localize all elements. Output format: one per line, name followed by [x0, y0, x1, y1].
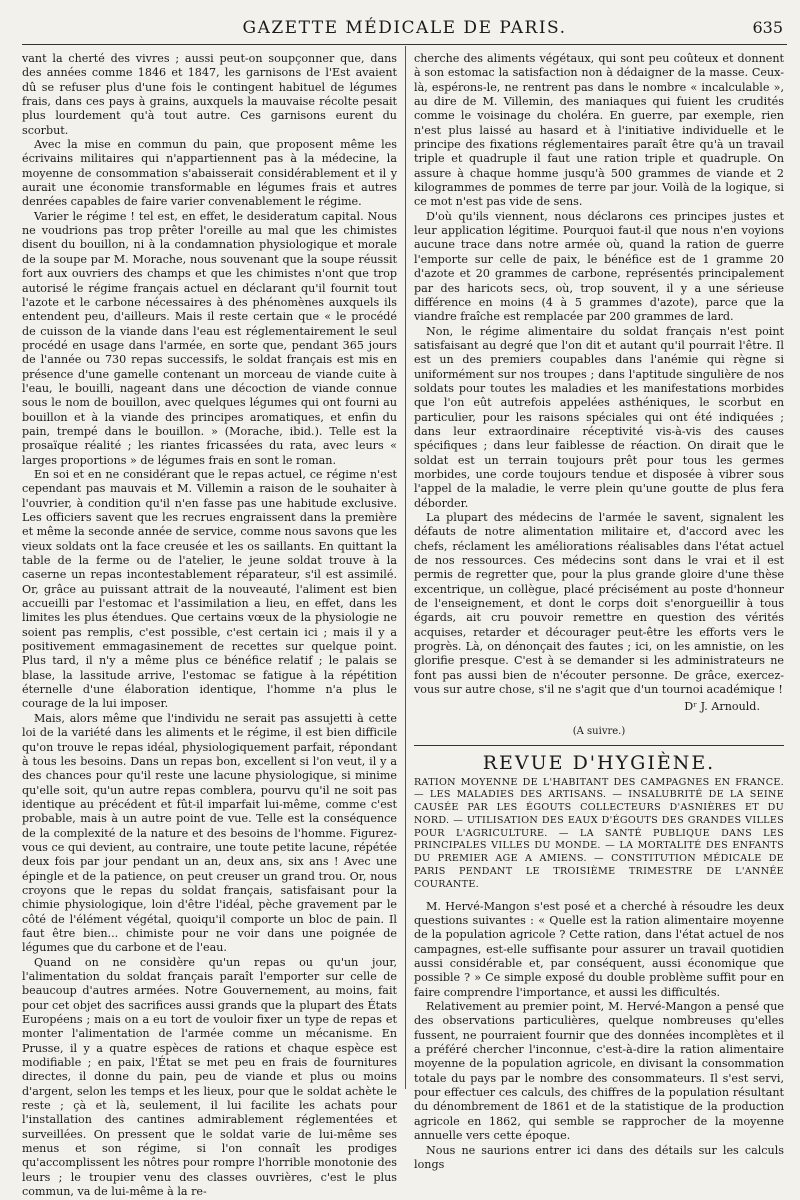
paragraph: Quand on ne considère qu'un repas ou qu'un jour, l'alimentation du soldat français paraît l'emporter sur celle de beaucoup d'autres armées. Notre Gouvernement, au moins, fait pour cet objet des sacrifices aussi grands que la plupart des États Européens ; mais on a eu tort de vouloir fixer un type de repas et monter l'alimentation de l'armée comme un mécanisme. En Prusse, il y a quatre espèces de rations et chaque espèce est modifiable ; en paix, l'État se met peu en frais de fournitures directes, il donne du pain, peu de viande et plus ou moins d'argent, selon les temps et les lieux, pour que le soldat achète le reste ; çà et là, seulement, il lui facilite les achats pour l'installation des cantines admirablement réglementées et surveillées. On pressent que le soldat varie de lui-même ses menus et son régime, si l'on connaît les prodiges qu'accomplissent les nôtres pour rompre l'horrible monotonie des leurs ; le troupier venu des classes ouvrières, c'est le plus commun, va de lui-même à la re-	[22, 955, 397, 1199]
author-signature: Dʳ J. Arnould.	[684, 700, 760, 714]
column-divider	[405, 46, 406, 1089]
left-column	[22, 52, 397, 1199]
paragraph: M. Hervé-Mangon s'est posé et a cherché à résoudre les deux questions suivantes : « Quelle est la ration alimentaire moyenne de la population agricole ? Cette ration, dans l'état actuel de nos campagnes, est-elle suffisante pour assurer un travail quotidien aussi considérable et, par conséquent, aussi économique que possible ? » Ce simple exposé du double problème suffit pour en faire comprendre l'importance, et aussi les difficultés.	[414, 899, 784, 999]
section-rule	[414, 745, 784, 746]
page-number: 635	[752, 18, 783, 37]
paragraph: En soi et en ne considérant que le repas actuel, ce régime n'est cependant pas mauvais et M. Villemin a raison de le souhaiter à l'ouvrier, à condition qu'il n'en fasse pas une habitude exclusive. Les officiers savent que les recrues engraissent dans la première et même la seconde année de service, comme nous savons que les vieux soldats ont la face creusée et les os saillants. En quittant la table de la ferme ou de l'atelier, le jeune soldat trouve à la caserne un repas incontestablement réparateur, s'il est assimilé. Or, grâce au puissant attrait de la nouveauté, l'aliment est bien accueilli par l'estomac et l'assimilation a lieu, en effet, dans les limites les plus étendues. Que certains vœux de la physiologie ne soient pas remplis, c'est possible, c'est certain ici ; mais il y a positivement emmagasinement de recettes sur quelque point. Plus tard, il n'y a même plus ce bénéfice relatif ; le palais se blase, la lassitude arrive, l'estomac se fatigue à la répétition éternelle d'une élaboration identique, l'homme n'a plus le courage de la lui imposer.	[22, 467, 397, 711]
journal-title: GAZETTE MÉDICALE DE PARIS.	[242, 18, 567, 38]
paragraph: Non, le régime alimentaire du soldat français n'est point satisfaisant au degré que l'on dit et autant qu'il pourrait l'être. Il est un des premiers coupables dans l'anémie qui règne si uniformément sur nos troupes ; dans l'aptitude singulière de nos soldats pour toutes les maladies et les manifestations morbides que l'on eût autrefois appelées asthéniques, le scorbut en particulier, pour les raisons spéciales qui ont été indiquées ; dans leur extraordinaire réceptivité vis-à-vis des causes spécifiques ; dans leur faiblesse de réaction. On dirait que le soldat est un terrain toujours prêt pour tous les germes morbides, une corde toujours tendue et disposée à vibrer sous l'appel de la maladie, le verre plein qu'une goutte de plus fera déborder.	[414, 324, 784, 510]
section-title: REVUE D'HYGIÈNE.	[482, 752, 716, 775]
paragraph: vant la cherté des vivres ; aussi peut-on soupçonner que, dans des années comme 1846 et 1847, les garnisons de l'Est avaient dû se refuser plus d'une fois le contingent habituel de légumes frais, dans ces pays à grains, auxquels la mauvaise récolte pesait plus lourdement qu'à tout autre. Ces garnisons eurent du scorbut.	[22, 52, 397, 137]
section-summary: RATION MOYENNE DE L'HABITANT DES CAMPAGNES EN FRANCE. — LES MALADIES DES ARTISANS. — INSALUBRITÉ DE LA SEINE CAUSÉE PAR LES ÉGOUTS COLLECTEURS D'ASNIÈRES ET DU NORD. — UTILISATION DES EAUX D'ÉGOUTS DES GRANDES VILLES POUR L'AGRICULTURE. — LA SANTÉ PUBLIQUE DANS LES PRINCIPALES VILLES DU MONDE. — LA MORTALITÉ DES ENFANTS DU PREMIER AGE A AMIENS. — CONSTITUTION MÉDICALE DE PARIS PENDANT LE TROISIÈME TRIMESTRE DE L'ANNÉE COURANTE.	[414, 776, 784, 890]
paragraph: Nous ne saurions entrer ici dans des détails sur les calculs longs	[414, 1143, 784, 1171]
right-column	[414, 52, 784, 1171]
paragraph: cherche des aliments végétaux, qui sont peu coûteux et donnent à son estomac la satisfaction non à dédaigner de la masse. Ceux-là, espérons-le, ne rentrent pas dans le nombre « incalculable », au dire de M. Villemin, des maniaques qui fuient les crudités comme le voisinage du choléra. En guerre, par exemple, rien n'est plus laissé au hasard et à l'initiative individuelle et le principe des fixations réglementaires paraît être qu'à un travail triple et quadruple il faut une ration triple et quadruple. On assure à chaque homme jusqu'à 500 grammes de viande et 2 kilogrammes de pommes de terre par jour. Voilà de la logique, si ce mot n'est pas vide de sens.	[414, 52, 784, 209]
paragraph: Relativement au premier point, M. Hervé-Mangon a pensé que des observations particulières, quelque nombreuses qu'elles fussent, ne pourraient fournir que des données incomplètes et il a préféré chercher l'inconnue, c'est-à-dire la ration alimentaire moyenne de la population agricole, en divisant la consommation totale du pays par le nombre des consommateurs. Il s'est servi, pour effectuer ces calculs, des chiffres de la population résultant du dénombrement de 1861 et de la statistique de la production agricole en 1862, qui semble se rapprocher de la moyenne annuelle vers cette époque.	[414, 1000, 784, 1143]
paragraph: Avec la mise en commun du pain, que proposent même les écrivains militaires qui n'appartiennent pas à la médecine, la moyenne de consommation s'abaisserait considérablement et il y aurait une économie transformable en légumes frais et autres denrées capables de faire varier convenablement le régime.	[22, 138, 397, 209]
paragraph: Varier le régime ! tel est, en effet, le desideratum capital. Nous ne voudrions pas trop prêter l'oreille au mal que les chimistes disent du bouillon, ni à la condamnation physiologique et morale de la soupe par M. Morache, nous souvenant que la soupe réussit fort aux ouvriers des champs et que les chimistes n'ont que trop autorisé le régime français actuel en déclarant qu'il fournit tout l'azote et le carbone nécessaires à des phénomènes auxquels ils entendent peu, d'ailleurs. Mais il reste certain que « le procédé de cuisson de la viande dans l'eau est réglementairement le seul procédé en usage dans l'armée, en sorte que, pendant 365 jours de l'année ou 730 repas successifs, le soldat français est mis en présence d'une gamelle contenant un morceau de viande cuite à l'eau, le bouilli, nageant dans une décoction de viande connue sous le nom de bouillon, avec quelques légumes qui ont fourni au bouillon et à la viande des principes aromatiques, et enfin du pain, trempé dans le bouillon. » (Morache, ibid.). Telle est la prosaïque réalité ; les riantes fricassées du rata, avec leurs « larges proportions » de légumes frais en sont le roman.	[22, 209, 397, 467]
running-header	[22, 10, 787, 45]
to-be-continued: (A suivre.)	[572, 725, 626, 737]
paragraph: D'où qu'ils viennent, nous déclarons ces principes justes et leur application légitime. Pourquoi faut-il que nous n'en voyions aucune trace dans notre armée où, quand la ration de guerre l'emporte sur celle de paix, le bénéfice est de 1 gramme 20 d'azote et 20 grammes de carbone, représentés principalement par des haricots secs, où, trop souvent, il y a une sérieuse différence en moins (4 à 5 grammes d'azote), parce que la viandre fraîche est remplacée par 200 grammes de lard.	[414, 209, 784, 324]
paragraph: La plupart des médecins de l'armée le savent, signalent les défauts de notre alimentation militaire et, d'accord avec les chefs, réclament les améliorations réalisables dans l'état actuel de nos ressources. Ces médecins sont dans le vrai et il est permis de regretter que, pour la plus grande gloire d'une thèse excentrique, un collègue, placé précisément au poste d'honneur de l'enseignement, et dont le corps doit s'enorgueillir à tous égards, ait cru pouvoir remettre en question des vérités acquises, retarder et décourager peut-être les efforts vers le progrès. Là, on dénonçait des fautes ; ici, on les amnistie, on les glorifie presque. C'est à se demander si les administrateurs ne font pas aussi bien de n'écouter personne. De grâce, exercez-vous sur autre chose, s'il ne s'agit que d'un tournoi académique !	[414, 511, 784, 697]
paragraph: Mais, alors même que l'individu ne serait pas assujetti à cette loi de la variété dans les aliments et le régime, il est bien difficile qu'on trouve le repas idéal, physiologiquement parfait, répondant à tous les besoins. Dans un repas bon, excellent si l'on veut, il y a des chances pour qu'il reste une lacune physiologique, si minime qu'elle soit, qu'un autre repas comblera, pourvu qu'il ne soit pas identique au précédent et fût-il imparfait lui-même, comme c'est probable, mais à un autre point de vue. Telle est la conséquence de la complexité de la nature et des besoins de l'homme. Figurez-vous ce qui devient, au contraire, une toute petite lacune, répétée deux fois par jour pendant un an, deux ans, six ans ! Avec une épingle et de la patience, on peut creuser un grand trou. Or, nous croyons que le repas du soldat français, satisfaisant pour la chimie physiologique, loin d'être l'idéal, pèche gravement par le côté de l'élément végétal, quoiqu'il comporte un bloc de pain. Il faut être bien... chimiste pour ne voir dans une poignée de légumes que du carbone et de l'eau.	[22, 711, 397, 955]
